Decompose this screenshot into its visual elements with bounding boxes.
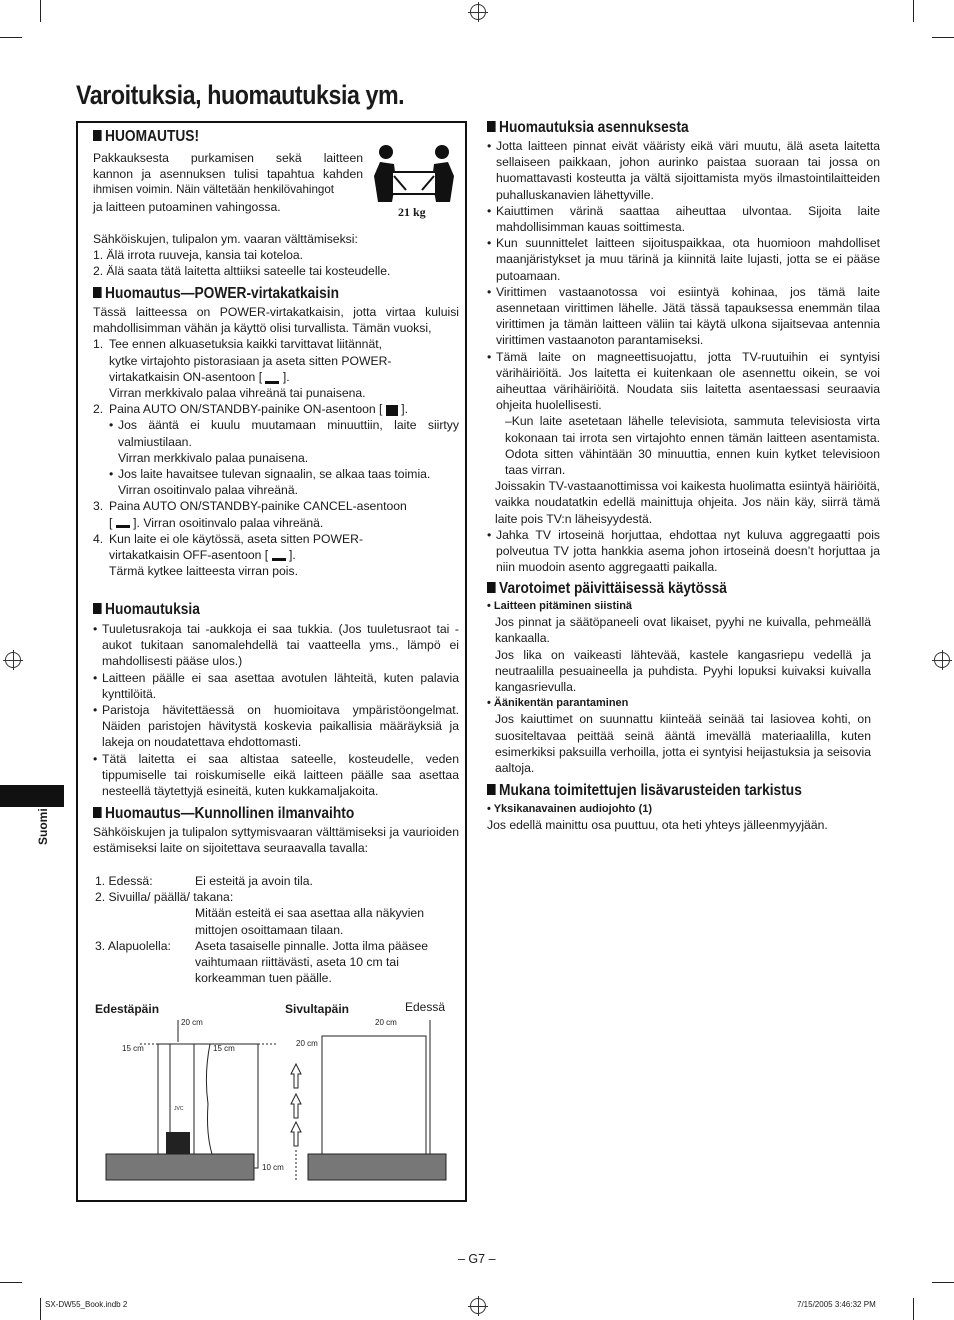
gap-bottom: 10 cm bbox=[262, 1163, 284, 1172]
crop-mark bbox=[0, 1282, 22, 1283]
crop-mark bbox=[40, 0, 41, 22]
device-logo: JVC bbox=[174, 1106, 184, 1112]
notes-list: • Tuuletusrakoja tai -aukkoja ei saa tukkia. (Jos tuuletusraot tai -aukot tukitaan sanomalehdellä tai vaatteella yms., lämpö ei mahdollisesti pääse ulos.) • Laitteen päälle ei saa asettaa avotulen lähteitä, kuten palavia kynttilöitä. • Paristoja hävitettäessä on huomioitava ympäristöongelmat. Näiden paristojen hävitystä koskevia paikallisia määräyksiä ja lakeja on noudatettava ehdottomasti. • Tätä laitetta ei saa altistaa sateelle, kosteudelle, veden tippumiselle tai roiskumiselle eikä laitteen päälle saa asettaa nesteellä täytettyjä esineitä, kuten kukkamaljakoita. bbox=[93, 621, 459, 799]
ventilation-table: 1. Edessä: Ei esteitä ja avoin tila. 2. Sivuilla/ päällä/ takana: Mitään esteitä ei saa asettaa alla näkyvien mittojen osoittamaan tilaan. 3. Alapuolella: Aseta tasaiselle pinnalle. Jotta ilma pääsee vaihtumaan riittävästi, aseta 10 cm tai korkeamman tuen päälle. bbox=[95, 874, 429, 986]
registration-mark-icon bbox=[934, 652, 950, 668]
registration-mark-icon bbox=[470, 4, 486, 20]
ventilation-diagram bbox=[100, 1014, 460, 1184]
footer-datetime: 7/15/2005 3:46:32 PM bbox=[797, 1300, 876, 1309]
crop-mark bbox=[913, 0, 914, 22]
diagram-side-label: Sivultapäin bbox=[285, 1002, 350, 1016]
side-tab-label: Suomi bbox=[36, 808, 50, 845]
gap-right: 15 cm bbox=[213, 1044, 235, 1053]
side-tab-bar bbox=[0, 785, 64, 807]
daily-use-text: • Laitteen pitäminen siistinä Jos pinnat ja säätöpaneeli ovat likaiset, pyyhi ne kuivalla, pehmeällä kankaalla. Jos lika on vaikeasti lähtevää, kastele kangasriepu vedellä ja neutraalilla pesuaineella ja puhdista. Pyyhi lopuksi kuivaksi kuivalla kangasrievulla. • Äänikentän parantaminen Jos kaiuttimet on suunnattu kiinteää seinää tai lasiovea kohti, on suositeltavaa peittää seinä ääntä imevällä materiaalilla, kuten esimerkiksi paksuilla verhoilla, jotta ei syntyisi heijastuksia ja seisovia aaltoja. bbox=[487, 600, 871, 776]
section-heading-power: Huomautus—POWER-virtakatkaisin bbox=[93, 285, 339, 303]
installation-list: • Jotta laitteen pinnat eivät vääristy eikä väri muutu, älä aseta laitetta sellaiseen paikkaan, johon aurinko paistaa suoraan tai jossa on huomattavasti kosteutta ja vältä sijoittamista myös ilmastointilaitteiden puhalluskanavien lähettyville. • Kaiuttimen värinä saattaa aiheuttaa ulvontaa. Sijoita laite mahdollisimman kauas soittimesta. • Kun suunnittelet laitteen sijoituspaikkaa, ota huomioon mahdolliset maanjäristykset ja muu tärinä ja kiinnitä laite lujasti, jotta se ei pääse putoamaan. • Virittimen vastaanotossa voi esiintyä kohinaa, jos tämä laite asennetaan virittimen lähelle. Jätä tässä tapauksessa enemmän tilaa virittimen ja tämän laitteen väliin tai käytä ulkona sijaitsevaa antennia virittimen vastaanoton parantamiseksi. • Tämä laite on magneettisuojattu, jotta TV-ruutuihin ei syntyisi värihäiriöitä. Jos laitetta ei kuitenkaan ole asennettu oikein, se voi aiheuttaa värihäiriöitä. Noudata siis laitetta asentaessasi seuraavia ohjeita huolellisesti. –Kun laite asetetaan lähelle televisiota, sammuta televisiosta virta kokonaan tai irrota sen virtajohto ennen tämän laitteen asentamista. Odota sitten vähintään 30 minuuttia, ennen kuin kytket televisioon taas virran. Joissakin TV-vastaanottimissa voi kaikesta huolimatta esiintyä häiriöitä, vaikka noudatatkin edellä mainittuja ohjeita. Jos näin käy, siirrä tämä laite pois TV:n läheisyydestä. • Jahka TV irtoseinä horjuttaa, ehdottaa nyt kuluva aggregaatti pois polveutua TV jotta hankkia asema johon irtoseinä doesn’t horjuttaa ja niin muodoin asento aggregaatti paikalla. bbox=[487, 138, 880, 575]
section-heading-notes: Huomautuksia bbox=[93, 601, 200, 619]
section-heading-accessories: Mukana toimitettujen lisävarusteiden tarkistus bbox=[487, 782, 802, 800]
ventilation-intro: Sähköiskujen ja tulipalon syttymisvaaran välttämiseksi ja vaurioiden estämiseksi laite on sijoitettava seuraavalla tavalla: bbox=[93, 825, 459, 856]
gap-top-front: 20 cm bbox=[181, 1018, 203, 1027]
section-heading-huomautus: HUOMAUTUS! bbox=[93, 128, 199, 146]
power-text: Tässä laitteessa on POWER-virtakatkaisin, jotta virtaa kuluisi mahdollisimman vähän ja käyttö olisi turvallista. Tämän vuoksi, 1. Tee ennen alkuasetuksia kaikki tarvittavat liitännät, kytke virtajohto pistorasiaan ja aseta sitten POWER- virtakatkaisin ON-asentoon [ ]. Virran merkkivalo palaa vihreänä tai punaisena. 2. Paina AUTO ON/STANDBY-painike ON-asentoon [ ]. • Jos ääntä ei kuulu muutamaan minuuttiin, laite siirtyy valmiustilaan. Virran merkkivalo palaa punaisena. • Jos laite havaitsee tulevan signaalin, se alkaa taas toimia. Virran osoitinvalo palaa vihreänä. 3. Paina AUTO ON/STANDBY-painike CANCEL-asentoon [ ]. Virran osoitinvalo palaa vihreänä. 4. Kun laite ei ole käytössä, aseta sitten POWER- virtakatkaisin OFF-asentoon [ ]. Tärmä kytkee laitteesta virran pois. bbox=[93, 304, 459, 579]
crop-mark bbox=[932, 37, 954, 38]
switch-off-icon bbox=[272, 551, 286, 561]
registration-mark-icon bbox=[470, 1298, 486, 1314]
diagram-front-word: Edessä bbox=[405, 1000, 446, 1014]
gap-top-side: 20 cm bbox=[375, 1018, 397, 1027]
section-heading-ventilation: Huomautus—Kunnollinen ilmanvaihto bbox=[93, 805, 354, 823]
crop-mark bbox=[40, 1298, 41, 1320]
button-cancel-icon bbox=[116, 518, 130, 528]
registration-mark-icon bbox=[5, 652, 21, 668]
diagram-front-label: Edestäpäin bbox=[95, 1002, 160, 1016]
weight-label: 21 kg bbox=[398, 205, 426, 219]
gap-side: 20 cm bbox=[296, 1039, 318, 1048]
section-heading-installation: Huomautuksia asennuksesta bbox=[487, 119, 689, 137]
crop-mark bbox=[932, 1282, 954, 1283]
gap-left: 15 cm bbox=[122, 1044, 144, 1053]
footer-file: SX-DW55_Book.indb 2 bbox=[45, 1300, 128, 1309]
switch-on-icon bbox=[265, 372, 279, 384]
crop-mark bbox=[0, 37, 22, 38]
huomautus-text: Pakkauksesta purkamisen sekä laitteen kannon ja asennuksen tulisi tapahtua kahden ihmisen voimin. Näin vältetään henkilövahingot ja laitteen putoaminen vahingossa. bbox=[93, 151, 363, 214]
page-title: Varoituksia, huomautuksia ym. bbox=[76, 80, 405, 110]
safety-list: Sähköiskujen, tulipalon ym. vaaran välttämiseksi: 1. Älä irrota ruuveja, kansia tai koteloa. 2. Älä saata tätä laitetta alttiiksi sateelle tai kosteudelle. bbox=[93, 232, 391, 279]
crop-mark bbox=[913, 1298, 914, 1320]
section-heading-daily-use: Varotoimet päivittäisessä käytössä bbox=[487, 580, 727, 598]
accessories-text: • Yksikanavainen audiojohto (1) Jos edellä mainittu osa puuttuu, ota heti yhteys jälleenmyyjään. bbox=[487, 803, 828, 833]
button-on-icon bbox=[386, 405, 398, 416]
two-person-lift-icon bbox=[370, 140, 462, 204]
page-number: – G7 – bbox=[458, 1252, 496, 1266]
